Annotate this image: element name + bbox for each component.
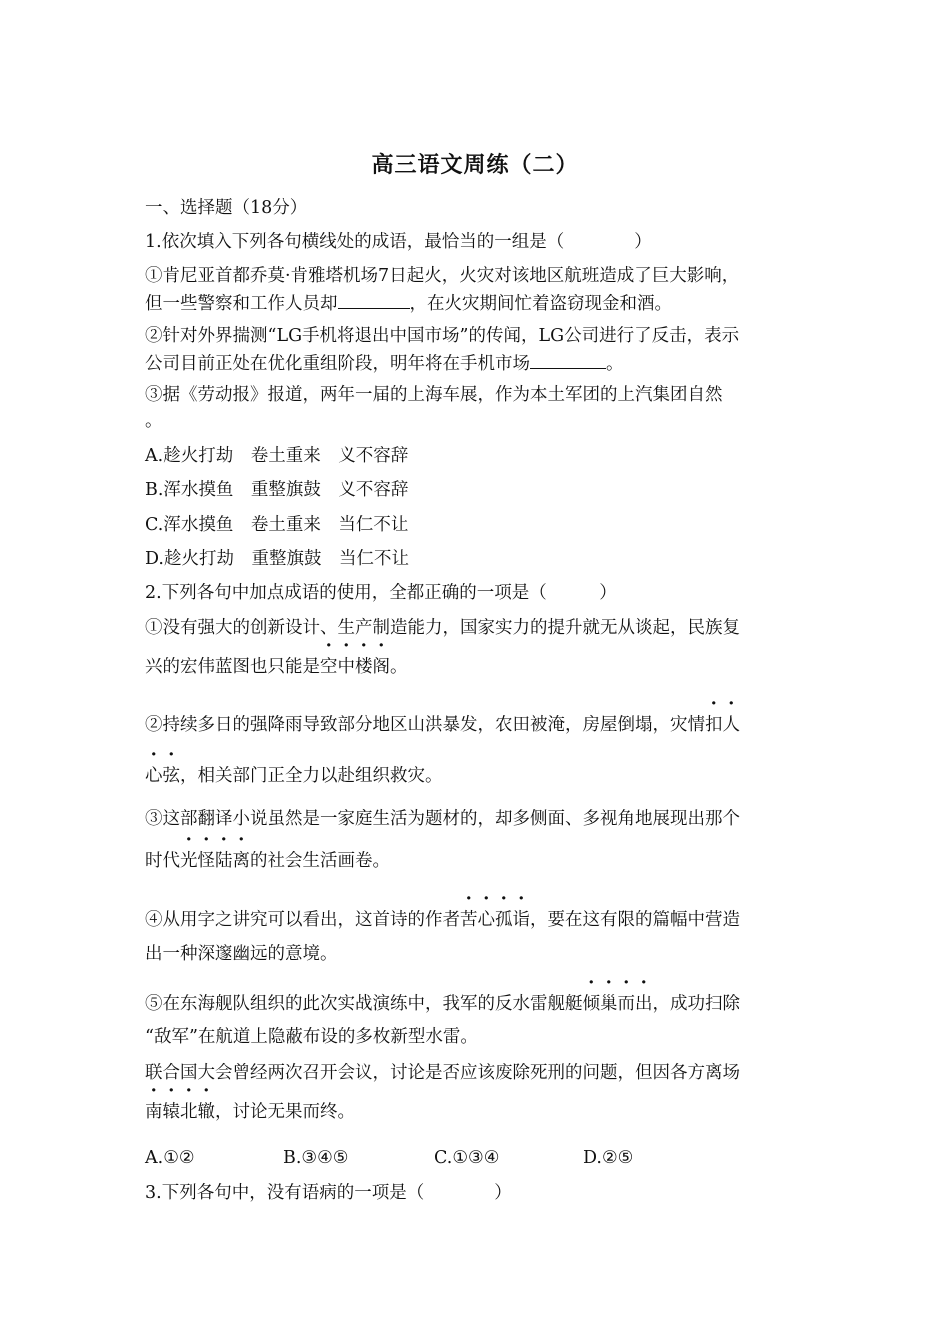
q2-s2-text: ②持续多日的强降雨导致部分地区山洪暴发，农田被淹，房屋倒塌，灾情 bbox=[145, 715, 705, 735]
q2-s3-text: 时代 bbox=[145, 851, 180, 871]
dotted-char: 倾 bbox=[582, 994, 600, 1014]
q1-s2-text-b: 。 bbox=[606, 354, 624, 374]
q1-s2-text-a: 公司目前正处在优化重组阶段，明年将在手机市场 bbox=[145, 354, 530, 374]
dotted-char: 中 bbox=[337, 657, 355, 677]
dotted-idiom bbox=[145, 766, 180, 786]
q2-s1-post: 。 bbox=[390, 657, 408, 677]
q2-sentence-1-line-2 bbox=[145, 656, 408, 678]
q2-option-c: C.①③④ bbox=[434, 1148, 500, 1168]
q2-s5-post: ，成功扫除 bbox=[652, 994, 740, 1014]
dotted-char: 阁 bbox=[372, 657, 390, 677]
q2-sentence-3-line-1: ③这部翻译小说虽然是一家庭生活为题材的，却多侧面、多视角地展现出那个 bbox=[145, 809, 740, 829]
dotted-char: 巢 bbox=[600, 994, 618, 1014]
q2-s6-post: ，讨论无果而终。 bbox=[215, 1102, 355, 1122]
q2-sentence-6-line-2 bbox=[145, 1101, 355, 1123]
dotted-idiom bbox=[705, 715, 740, 735]
q2-s2-post: ，相关部门正全力以赴组织救灾。 bbox=[180, 766, 443, 786]
dotted-char: 辙 bbox=[197, 1102, 215, 1122]
q2-sentence-1-line-1: ①没有强大的创新设计、生产制造能力，国家实力的提升就无从谈起，民族复 bbox=[145, 618, 740, 638]
dotted-idiom bbox=[145, 1102, 215, 1122]
dotted-char: 南 bbox=[145, 1102, 163, 1122]
q1-sentence-1-line-1: ①肯尼亚首都乔莫·肯雅塔机场7日起火，火灾对该地区航班造成了巨大影响， bbox=[145, 266, 740, 286]
question-2-stem: 2.下列各句中加点成语的使用，全都正确的一项是（ ） bbox=[145, 583, 617, 603]
question-1-stem: 1.依次填入下列各句横线处的成语，最恰当的一组是（ ） bbox=[145, 232, 652, 252]
q2-option-d: D.②⑤ bbox=[583, 1148, 634, 1168]
q2-sentence-2-line-2 bbox=[145, 765, 443, 787]
q2-sentence-5-line-2: “敌军”在航道上隐蔽布设的多枚新型水雷。 bbox=[145, 1027, 478, 1047]
dotted-char: 出 bbox=[635, 994, 653, 1014]
q2-s1-text: 兴的宏伟蓝图也只能是 bbox=[145, 657, 320, 677]
q2-option-b: B.③④⑤ bbox=[283, 1148, 349, 1168]
dotted-idiom bbox=[583, 994, 653, 1014]
q1-option-c: C.浑水摸鱼 卷土重来 当仁不让 bbox=[145, 515, 409, 535]
q2-s3-post: 的社会生活画卷。 bbox=[250, 851, 390, 871]
q2-sentence-5-line-1 bbox=[145, 993, 740, 1015]
dotted-char: 心 bbox=[145, 766, 163, 786]
dotted-char: 空 bbox=[320, 657, 338, 677]
section-heading: 一、选择题（18分） bbox=[145, 198, 308, 218]
dotted-char: 苦 bbox=[460, 910, 478, 930]
dotted-char: 孤 bbox=[495, 910, 513, 930]
dotted-char: 扣 bbox=[705, 715, 723, 735]
dotted-char: 怪 bbox=[197, 851, 215, 871]
q1-option-d: D.趁火打劫 重整旗鼓 当仁不让 bbox=[145, 549, 409, 569]
q2-sentence-6-line-1: 联合国大会曾经两次召开会议，讨论是否应该废除死刑的问题，但因各方离场 bbox=[145, 1063, 740, 1083]
q1-sentence-3-line-2: 。 bbox=[145, 411, 163, 431]
q1-sentence-3-line-1: ③据《劳动报》报道，两年一届的上海车展，作为本土军团的上汽集团自然 bbox=[145, 385, 723, 405]
q1-s1-text-b: ，在火灾期间忙着盗窃现金和酒。 bbox=[409, 294, 672, 314]
q1-s1-text-a: 但一些警察和工作人员却 bbox=[145, 294, 338, 314]
dotted-char: 而 bbox=[617, 994, 635, 1014]
dotted-idiom bbox=[320, 657, 390, 677]
dotted-char: 光 bbox=[180, 851, 198, 871]
dotted-idiom bbox=[180, 851, 250, 871]
q2-s4-post: ，要在这有限的篇幅中营造 bbox=[530, 910, 740, 930]
q1-sentence-2-line-2 bbox=[145, 352, 624, 375]
dotted-char: 北 bbox=[180, 1102, 198, 1122]
q2-option-a: A.①② bbox=[145, 1148, 195, 1168]
fill-blank bbox=[530, 352, 606, 369]
dotted-char: 人 bbox=[722, 715, 740, 735]
dotted-char: 弦 bbox=[162, 766, 180, 786]
q1-option-b: B.浑水摸鱼 重整旗鼓 义不容辞 bbox=[145, 480, 409, 500]
dotted-idiom bbox=[460, 910, 530, 930]
question-3-stem: 3.下列各句中，没有语病的一项是（ ） bbox=[145, 1183, 512, 1203]
page-title: 高三语文周练（二） bbox=[371, 153, 579, 178]
q2-s4-text: ④从用字之讲究可以看出，这首诗的作者 bbox=[145, 910, 460, 930]
dotted-char: 离 bbox=[232, 851, 250, 871]
q2-s5-text: ⑤在东海舰队组织的此次实战演练中，我军的反水雷舰艇 bbox=[145, 994, 583, 1014]
q2-sentence-4-line-1 bbox=[145, 909, 740, 931]
q2-sentence-2-line-1 bbox=[145, 714, 740, 736]
dotted-char: 诣 bbox=[512, 910, 530, 930]
dotted-char: 辕 bbox=[162, 1102, 180, 1122]
q1-option-a: A.趁火打劫 卷土重来 义不容辞 bbox=[145, 446, 409, 466]
q1-sentence-2-line-1: ②针对外界揣测“LG手机将退出中国市场”的传闻，LG公司进行了反击，表示 bbox=[145, 326, 740, 346]
q2-sentence-3-line-2 bbox=[145, 850, 390, 872]
dotted-char: 楼 bbox=[355, 657, 373, 677]
q2-sentence-4-line-2: 出一种深邃幽远的意境。 bbox=[145, 944, 338, 964]
dotted-char: 心 bbox=[477, 910, 495, 930]
dotted-char: 陆 bbox=[215, 851, 233, 871]
fill-blank bbox=[338, 292, 410, 309]
q1-sentence-1-line-2 bbox=[145, 292, 672, 315]
